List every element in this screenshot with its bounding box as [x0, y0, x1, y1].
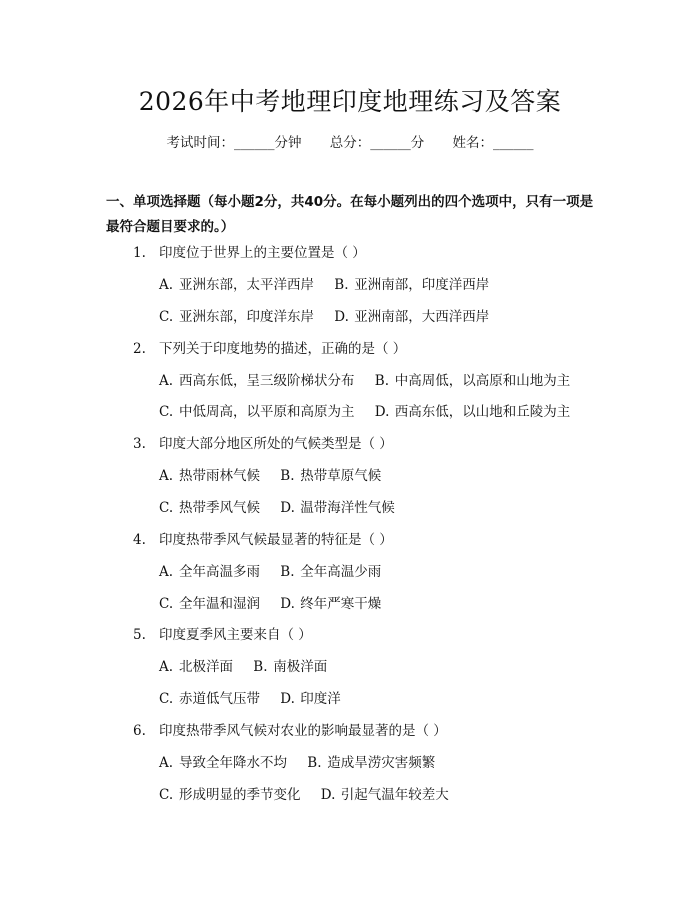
option-a[interactable]: A. 西高东低，呈三级阶梯状分布 [159, 373, 355, 389]
question-number: 5. [133, 627, 146, 643]
question-text: 印度热带季风气候最显著的特征是（ ） [159, 532, 393, 548]
option-a[interactable]: A. 热带雨林气候 [159, 468, 260, 484]
option-d[interactable]: D. 印度洋 [280, 691, 341, 707]
question-text: 印度夏季风主要来自（ ） [159, 627, 312, 643]
question-stem [133, 244, 366, 262]
option-b[interactable]: B. 全年高温少雨 [280, 564, 382, 580]
option-row [159, 372, 586, 390]
question-stem [133, 722, 447, 740]
option-d[interactable]: D. 亚洲南部，大西洋西岸 [334, 309, 490, 325]
option-b[interactable]: B. 亚洲南部，印度洋西岸 [334, 277, 490, 293]
question-number: 2. [133, 341, 146, 357]
question-number: 3. [133, 436, 146, 452]
section-heading: 一、单项选择题（每小题2分，共40分。在每小题列出的四个选项中，只有一项是最符合题目要求的。） [106, 194, 594, 235]
option-row [159, 690, 357, 708]
option-a[interactable]: A. 北极洋面 [159, 659, 233, 675]
option-b[interactable]: B. 造成旱涝灾害频繁 [307, 755, 436, 771]
question-number: 1. [133, 245, 146, 261]
option-b[interactable]: B. 中高周低，以高原和山地为主 [374, 373, 571, 389]
total-score-field: 总分：______分 [329, 135, 425, 151]
option-d[interactable]: D. 终年严寒干燥 [280, 596, 382, 612]
option-a[interactable]: A. 全年高温多雨 [159, 564, 260, 580]
option-c[interactable]: C. 热带季风气候 [159, 500, 260, 516]
question-number: 4. [133, 532, 146, 548]
option-c[interactable]: C. 形成明显的季节变化 [159, 787, 301, 803]
option-c[interactable]: C. 亚洲东部，印度洋东岸 [159, 309, 314, 325]
question-text: 下列关于印度地势的描述，正确的是（ ） [159, 341, 407, 357]
question-text: 印度位于世界上的主要位置是（ ） [159, 245, 366, 261]
question-number: 6. [133, 723, 146, 739]
question-text: 印度大部分地区所处的气候类型是（ ） [159, 436, 393, 452]
option-row [159, 563, 397, 581]
option-c[interactable]: C. 赤道低气压带 [159, 691, 260, 707]
question-stem [133, 340, 406, 358]
option-row [159, 786, 465, 804]
option-d[interactable]: D. 西高东低，以山地和丘陵为主 [374, 404, 571, 420]
option-row [159, 595, 397, 613]
question-stem [133, 531, 393, 549]
question-stem [133, 626, 312, 644]
option-b[interactable]: B. 热带草原气候 [280, 468, 382, 484]
option-c[interactable]: C. 中低周高，以平原和高原为主 [159, 404, 355, 420]
option-d[interactable]: D. 温带海洋性气候 [280, 500, 395, 516]
option-row [159, 276, 505, 294]
question-text: 印度热带季风气候对农业的影响最显著的是（ ） [159, 723, 447, 739]
exam-time-field: 考试时间：______分钟 [166, 135, 302, 151]
option-row [159, 754, 451, 772]
option-a[interactable]: A. 亚洲东部，太平洋西岸 [159, 277, 314, 293]
option-c[interactable]: C. 全年温和湿润 [159, 596, 260, 612]
option-a[interactable]: A. 导致全年降水不均 [159, 755, 287, 771]
option-row [159, 403, 586, 421]
option-row [159, 499, 411, 517]
option-row [159, 658, 343, 676]
option-b[interactable]: B. 南极洋面 [253, 659, 328, 675]
option-row [159, 467, 397, 485]
question-stem [133, 435, 393, 453]
option-row [159, 308, 505, 326]
page-title: 2026年中考地理印度地理练习及答案 [138, 87, 562, 116]
student-name-field: 姓名：______ [452, 135, 534, 151]
option-d[interactable]: D. 引起气温年较差大 [320, 787, 449, 803]
exam-info-line [0, 131, 700, 151]
